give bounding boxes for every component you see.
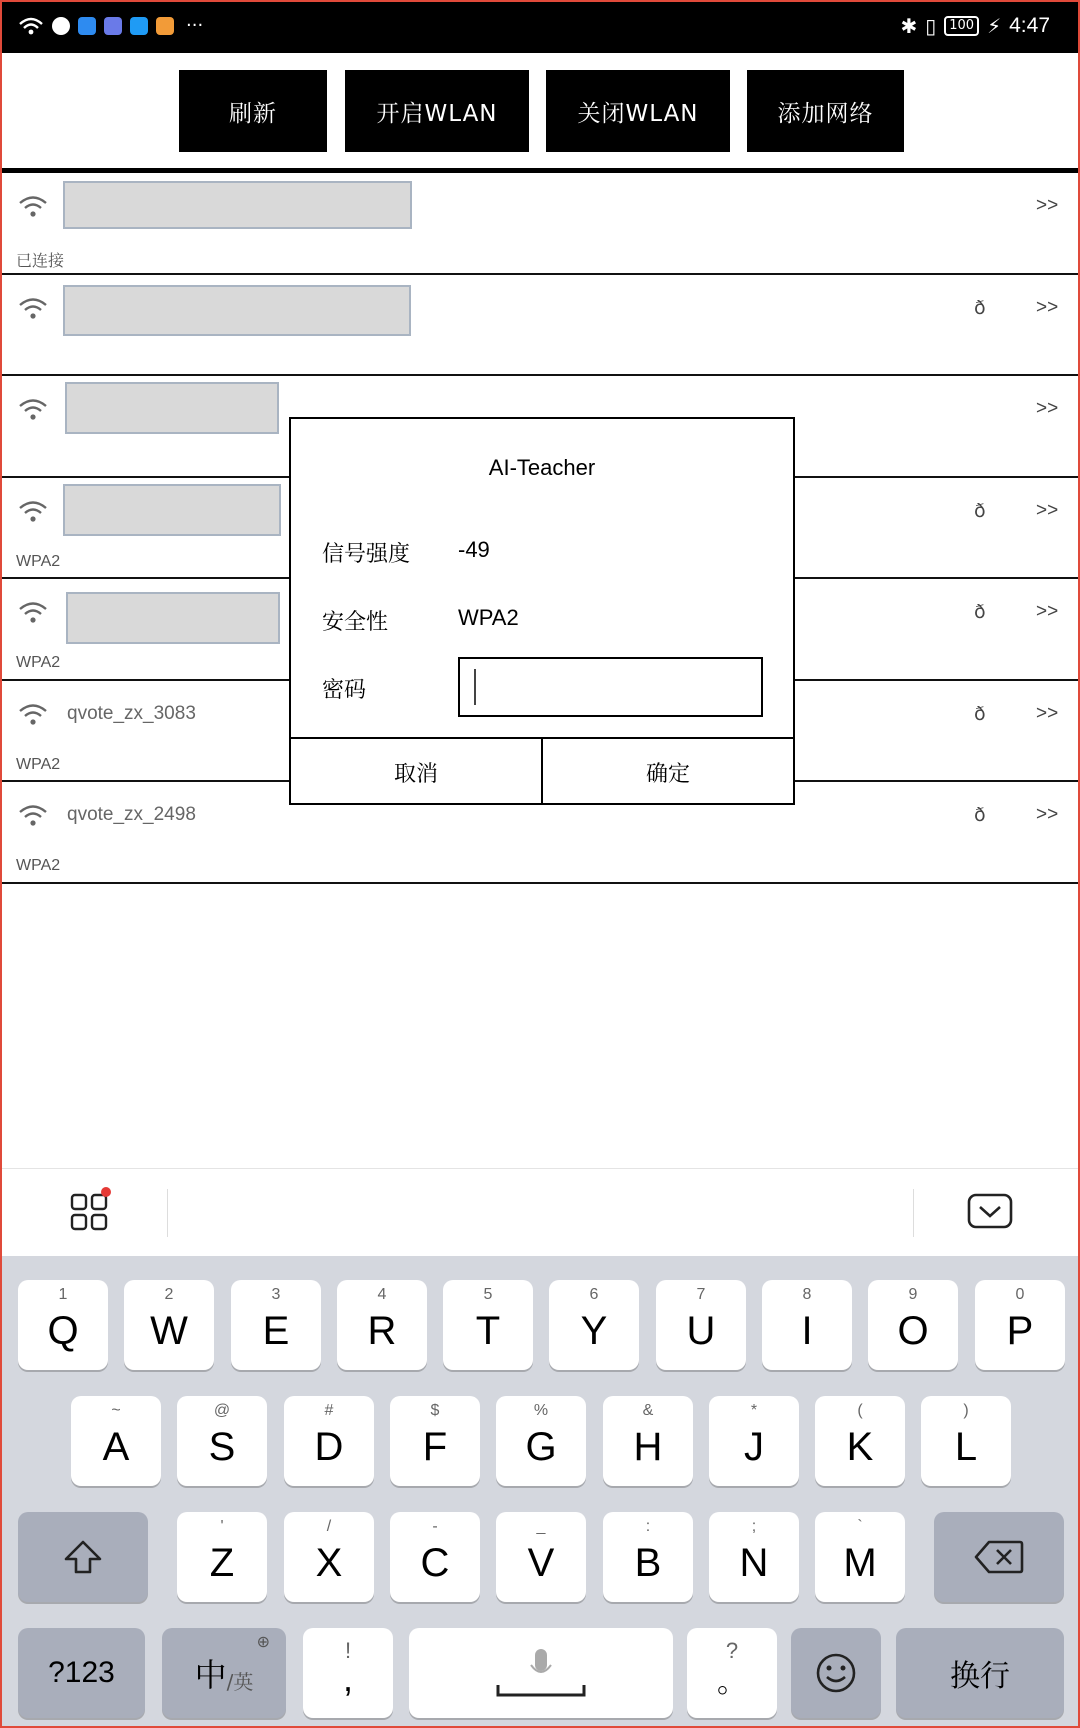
key-x[interactable]: / X	[284, 1512, 374, 1602]
wifi-signal-icon	[18, 398, 48, 422]
lock-icon: ð	[974, 804, 986, 826]
ssid-redacted-box	[63, 285, 411, 336]
signal-strength-label: 信号强度	[322, 542, 411, 567]
enter-key[interactable]: 换行	[896, 1628, 1064, 1718]
key-y[interactable]: 6 Y	[549, 1280, 639, 1370]
details-arrow[interactable]: >>	[1036, 804, 1059, 825]
key-t[interactable]: 5 T	[443, 1280, 533, 1370]
details-arrow[interactable]: >>	[1036, 398, 1059, 419]
shift-icon	[61, 1537, 105, 1577]
wifi-connect-dialog	[289, 417, 795, 805]
signal-strength-value: -49	[458, 537, 490, 562]
backspace-key[interactable]	[934, 1512, 1064, 1602]
ssid-redacted-box	[66, 592, 280, 644]
battery-icon: 100	[944, 16, 979, 36]
lock-icon: ð	[974, 499, 986, 522]
details-arrow[interactable]: >>	[1036, 499, 1059, 521]
separator	[913, 1189, 914, 1237]
separator	[167, 1189, 168, 1237]
details-arrow[interactable]: >>	[1036, 296, 1059, 318]
security-type: WPA2	[16, 755, 61, 773]
security-type: WPA2	[16, 857, 61, 874]
cancel-button[interactable]: 取消	[393, 761, 438, 787]
key-l[interactable]: ) L	[921, 1396, 1011, 1486]
add-network-button[interactable]: 添加网络	[747, 70, 904, 152]
key-j[interactable]: * J	[709, 1396, 799, 1486]
wifi-signal-icon	[18, 804, 48, 828]
numbers-key[interactable]: ?123	[18, 1628, 145, 1718]
key-m[interactable]: ` M	[815, 1512, 905, 1602]
security-label: 安全性	[322, 610, 389, 635]
password-input[interactable]	[458, 657, 763, 717]
details-arrow[interactable]: >>	[1036, 195, 1059, 216]
lock-icon: ð	[974, 601, 986, 623]
key-k[interactable]: ( K	[815, 1396, 905, 1486]
security-value: WPA2	[458, 605, 519, 630]
wifi-list-item[interactable]	[0, 173, 1080, 275]
key-s[interactable]: @ S	[177, 1396, 267, 1486]
ssid-label: qvote_zx_3083	[67, 702, 196, 724]
vibrate-icon: ▯	[925, 14, 937, 38]
lock-icon: ð	[974, 702, 986, 725]
more-notifications-icon: ···	[186, 15, 204, 36]
lock-icon: ð	[974, 296, 986, 319]
wlan-toolbar	[0, 70, 1080, 152]
ime-menu-button[interactable]	[66, 1187, 116, 1237]
key-o[interactable]: 9 O	[868, 1280, 958, 1370]
wifi-signal-icon	[18, 195, 48, 219]
details-arrow[interactable]: >>	[1036, 601, 1059, 622]
play-app-icon	[156, 17, 174, 35]
hide-keyboard-button[interactable]	[966, 1191, 1014, 1233]
security-type: WPA2	[16, 552, 61, 570]
key-v[interactable]: _ V	[496, 1512, 586, 1602]
emoji-key[interactable]	[791, 1628, 881, 1718]
key-a[interactable]: ~ A	[71, 1396, 161, 1486]
cloud-app-icon	[78, 17, 96, 35]
key-c[interactable]: - C	[390, 1512, 480, 1602]
bluetooth-icon: ✱	[900, 14, 918, 38]
wifi-list-item[interactable]	[0, 275, 1080, 377]
dialog-title: AI-Teacher	[488, 455, 596, 480]
emoji-icon	[815, 1652, 857, 1694]
key-q[interactable]: 1 Q	[18, 1280, 108, 1370]
ime-toolbar	[0, 1168, 1080, 1256]
wifi-signal-icon	[18, 703, 48, 727]
wifi-status-icon	[18, 16, 44, 36]
confirm-button[interactable]: 确定	[541, 739, 793, 805]
charging-icon: ⚡	[987, 14, 1002, 38]
connection-status: 已连接	[16, 253, 65, 270]
key-f[interactable]: $ F	[390, 1396, 480, 1486]
period-key[interactable]: ? 。	[687, 1628, 777, 1718]
ssid-redacted-box	[63, 484, 281, 536]
music-app-icon	[104, 17, 122, 35]
password-label: 密码	[322, 678, 367, 703]
comma-key[interactable]: ! ,	[303, 1628, 393, 1718]
ssid-redacted-box	[65, 382, 279, 434]
ball-app-icon	[52, 17, 70, 35]
text-caret	[474, 669, 476, 705]
soft-keyboard	[0, 1256, 1080, 1728]
enable-wlan-button[interactable]: 开启WLAN	[345, 70, 529, 152]
language-switch-key[interactable]: 中 /英 ⊕	[162, 1628, 286, 1718]
status-bar	[0, 0, 1080, 53]
space-key[interactable]	[409, 1628, 673, 1718]
key-u[interactable]: 7 U	[656, 1280, 746, 1370]
key-g[interactable]: % G	[496, 1396, 586, 1486]
globe-icon: ⊕	[256, 1632, 270, 1651]
search-app-icon	[130, 17, 148, 35]
ssid-redacted-box	[63, 181, 412, 229]
key-e[interactable]: 3 E	[231, 1280, 321, 1370]
clock: 4:47	[1009, 14, 1050, 37]
backspace-icon	[973, 1538, 1025, 1576]
ssid-label: qvote_zx_2498	[67, 804, 196, 825]
dialog-actions	[291, 737, 793, 805]
details-arrow[interactable]: >>	[1036, 702, 1059, 724]
key-d[interactable]: # D	[284, 1396, 374, 1486]
wifi-signal-icon	[18, 297, 48, 321]
disable-wlan-button[interactable]: 关闭WLAN	[546, 70, 730, 152]
microphone-icon	[496, 1643, 586, 1703]
key-p[interactable]: 0 P	[975, 1280, 1065, 1370]
key-h[interactable]: & H	[603, 1396, 693, 1486]
key-w[interactable]: 2 W	[124, 1280, 214, 1370]
wifi-signal-icon	[18, 500, 48, 524]
refresh-button[interactable]: 刷新	[179, 70, 327, 152]
key-z[interactable]: ' Z	[177, 1512, 267, 1602]
wifi-signal-icon	[18, 601, 48, 625]
security-type: WPA2	[16, 654, 61, 671]
key-i[interactable]: 8 I	[762, 1280, 852, 1370]
key-r[interactable]: 4 R	[337, 1280, 427, 1370]
key-n[interactable]: ; N	[709, 1512, 799, 1602]
collapse-keyboard-icon	[966, 1191, 1014, 1233]
grid-menu-icon	[66, 1187, 116, 1237]
shift-key[interactable]	[18, 1512, 148, 1602]
key-b[interactable]: : B	[603, 1512, 693, 1602]
